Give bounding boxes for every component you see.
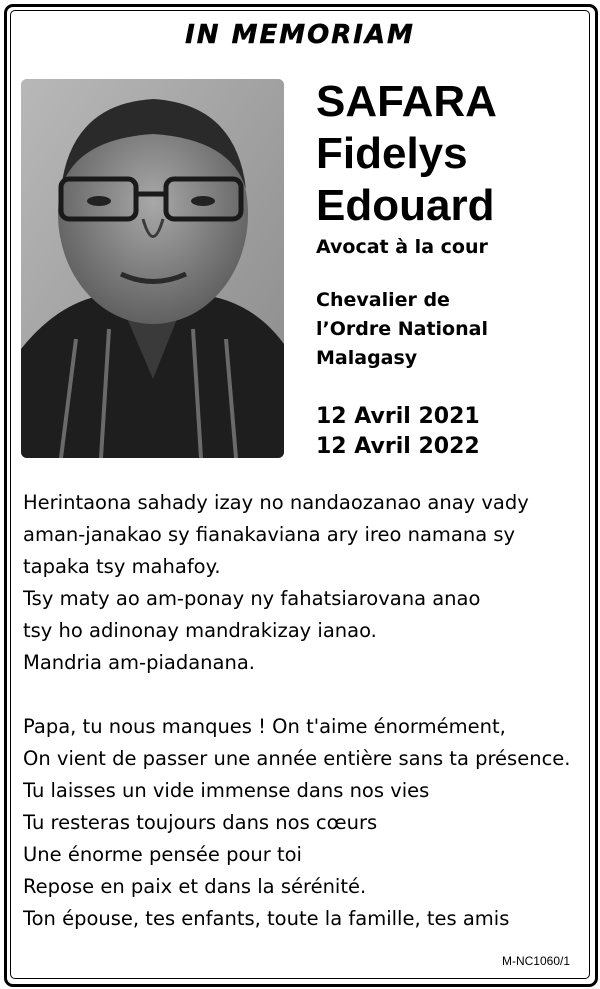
honor-line-3: Malagasy [316, 347, 418, 369]
profession: Avocat à la cour [316, 236, 488, 258]
in-memoriam-banner: IN MEMORIAM [185, 20, 415, 50]
malagasy-line: aman-janakao sy fianakaviana ary ireo namana sy [23, 523, 516, 546]
name-second: Edouard [316, 181, 495, 230]
french-line: Tu resteras toujours dans nos cœurs [23, 811, 378, 834]
name-surname: SAFARA [316, 77, 497, 126]
portrait-photo [21, 79, 284, 458]
malagasy-line: Tsy maty ao am-ponay ny fahatsiarovana anao [23, 587, 481, 610]
malagasy-line: Mandria am-piadanana. [23, 651, 255, 674]
reference-code: M-NC1060/1 [501, 954, 570, 968]
french-line: Repose en paix et dans la sérénité. [23, 875, 367, 898]
french-line: Tu laisses un vide immense dans nos vies [23, 779, 430, 802]
french-line: Ton épouse, tes enfants, toute la famille, tes amis [23, 907, 510, 930]
malagasy-line: tapaka tsy mahafoy. [23, 555, 221, 578]
french-line: Une énorme pensée pour toi [23, 843, 302, 866]
malagasy-line: tsy ho adinonay mandrakizay ianao. [23, 619, 377, 642]
french-line: Papa, tu nous manques ! On t'aime énormément, [23, 715, 506, 738]
honor-line-1: Chevalier de [316, 289, 450, 311]
death-date: 12 Avril 2021 [316, 404, 480, 429]
french-line: On vient de passer une année entière sans ta présence. [23, 747, 571, 770]
name-first: Fidelys [316, 129, 468, 178]
malagasy-line: Herintaona sahady izay no nandaozanao anay vady [23, 491, 529, 514]
anniversary-date: 12 Avril 2022 [316, 434, 480, 459]
honor-line-2: l’Ordre National [316, 318, 488, 340]
